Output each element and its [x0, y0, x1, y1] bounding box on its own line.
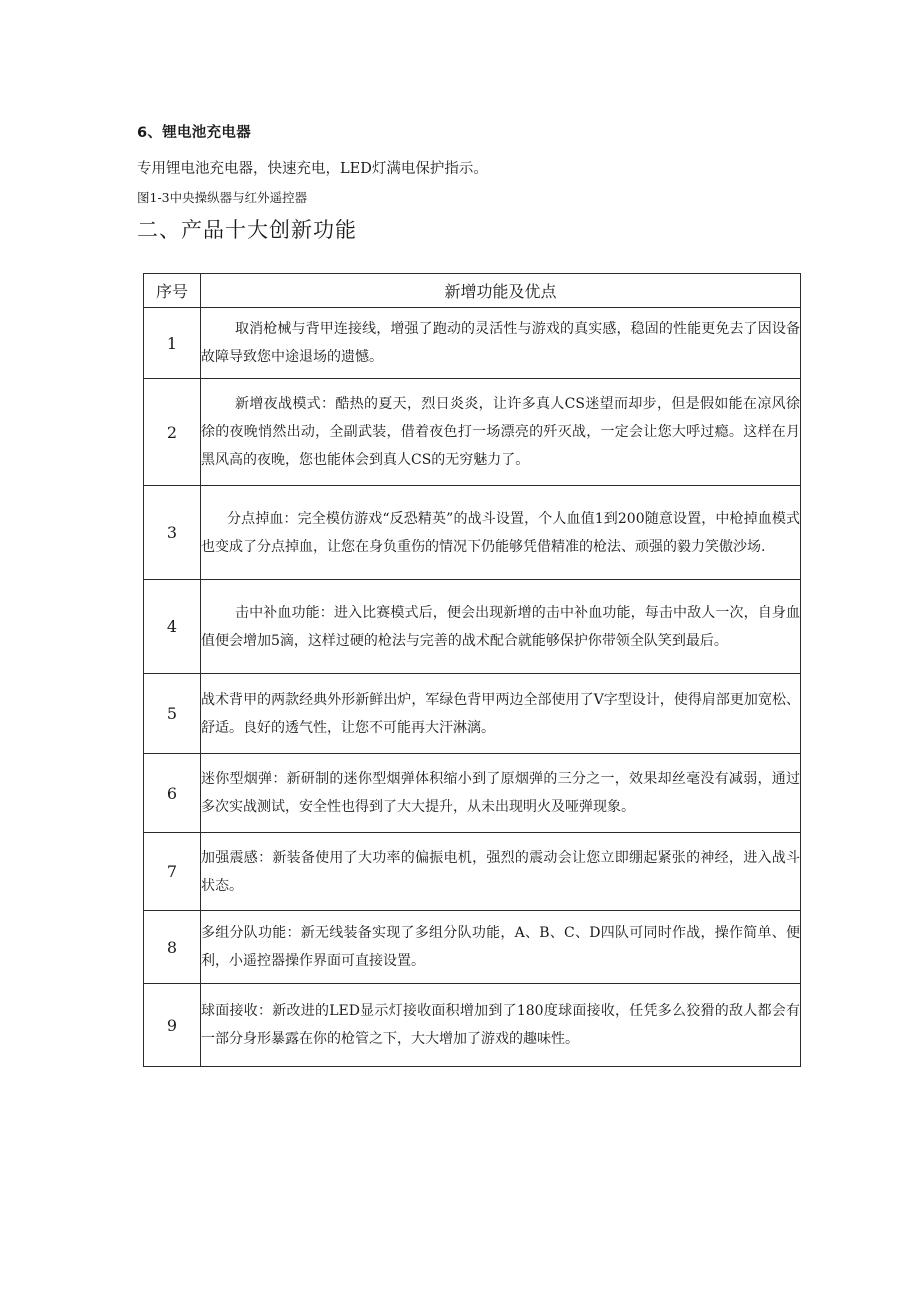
features-table	[143, 273, 801, 1067]
table-row	[144, 754, 801, 833]
row-number: 9	[144, 984, 201, 1067]
row-number: 2	[144, 379, 201, 486]
header-number: 序号	[144, 274, 201, 308]
header-description: 新增功能及优点	[201, 274, 801, 308]
row-text: 新增夜战模式：酷热的夏天，烈日炎炎，让许多真人CS迷望而却步，但是假如能在凉风徐徐的夜晚悄然出动，全副武装，借着夜色打一场漂亮的歼灭战，一定会让您大呼过瘾。这样在月黑风高的夜晚，您也能体会到真人CS的无穷魅力了。	[201, 379, 801, 486]
row-text: 多组分队功能：新无线装备实现了多组分队功能，A、B、C、D四队可同时作战，操作简单、便利，小遥控器操作界面可直接设置。	[201, 911, 801, 984]
row-number: 4	[144, 580, 201, 674]
row-text: 分点掉血：完全模仿游戏“反恐精英”的战斗设置，个人血值1到200随意设置，中枪掉血模式也变成了分点掉血，让您在身负重伤的情况下仍能够凭借精准的枪法、顽强的毅力笑傲沙场.	[201, 486, 801, 580]
table-row	[144, 911, 801, 984]
table-row	[144, 674, 801, 754]
row-text: 球面接收：新改进的LED显示灯接收面积增加到了180度球面接收，任凭多么狡猾的敌人都会有一部分身形暴露在你的枪管之下，大大增加了游戏的趣味性。	[201, 984, 801, 1067]
table-row	[144, 308, 801, 379]
row-number: 6	[144, 754, 201, 833]
table-row	[144, 379, 801, 486]
table-row	[144, 984, 801, 1067]
row-number: 8	[144, 911, 201, 984]
table-header-row	[144, 274, 801, 308]
section-6-heading: 6、锂电池充电器	[137, 125, 251, 141]
row-number: 5	[144, 674, 201, 754]
section-2-heading: 二、产品十大创新功能	[137, 218, 357, 242]
row-text: 击中补血功能：进入比赛模式后，便会出现新增的击中补血功能，每击中敌人一次，自身血值便会增加5滴，这样过硬的枪法与完善的战术配合就能够保护你带领全队笑到最后。	[201, 580, 801, 674]
table-row	[144, 833, 801, 911]
row-number: 3	[144, 486, 201, 580]
row-text: 取消枪械与背甲连接线，增强了跑动的灵活性与游戏的真实感，稳固的性能更免去了因设备故障导致您中途退场的遗憾。	[201, 308, 801, 379]
table-row	[144, 486, 801, 580]
row-number: 7	[144, 833, 201, 911]
figure-caption: 图1-3中央操纵器与红外遥控器	[137, 190, 308, 205]
row-text: 加强震感：新装备使用了大功率的偏振电机，强烈的震动会让您立即绷起紧张的神经，进入战斗状态。	[201, 833, 801, 911]
row-text: 战术背甲的两款经典外形新鲜出炉，军绿色背甲两边全部使用了V字型设计，使得肩部更加宽松、舒适。良好的透气性，让您不可能再大汗淋漓。	[201, 674, 801, 754]
row-text: 迷你型烟弹：新研制的迷你型烟弹体积缩小到了原烟弹的三分之一，效果却丝毫没有减弱，通过多次实战测试，安全性也得到了大大提升，从未出现明火及哑弹现象。	[201, 754, 801, 833]
row-number: 1	[144, 308, 201, 379]
charger-description: 专用锂电池充电器，快速充电，LED灯满电保护指示。	[137, 161, 488, 177]
table-row	[144, 580, 801, 674]
